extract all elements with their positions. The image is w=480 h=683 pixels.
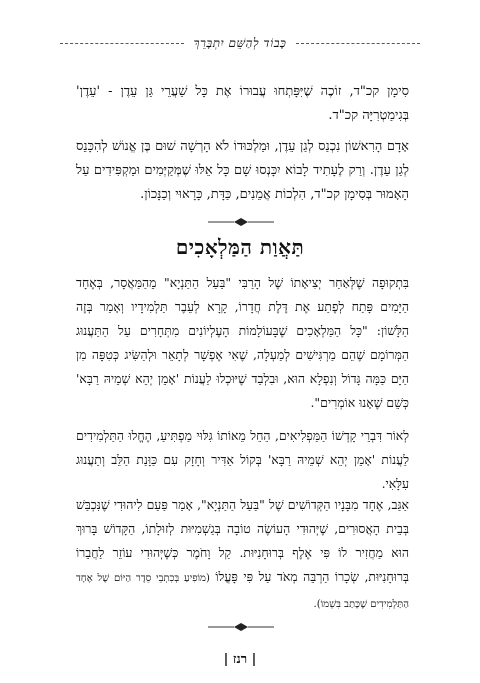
header-rule-right xyxy=(60,43,184,44)
section-paragraph-1: בִּתְקוּפָה שֶׁלְּאַחַר יְצִיאָתוֹ שֶׁל הָרַבִּי "בַּעַל הַתַּנְיָא" מֵהַמַּאֲסָר, בְּאֶחָד הַיָּמִים פָּתַח לְפֶתַע אֶת דֶּלֶת חֲדָרוֹ, קָרָא לְעֵבֶר תַּלְמִידָיו וְאָמַר בְּזֶה הַלָּשׁוֹן: "כָּל הַמַּלְאָכִים שֶׁבָּעוֹלָמוֹת הָעֶלְיוֹנִים מִתְּחָרִים עַל הַתַּעֲנוּג הַמְּרוֹמָם שֶׁהֵם מַרְגִּישִׁים לְמַעְלָה, שֶׁאִי אֶפְשָׁר לְתָאֵר וּלְהַשִּׂיג כְּטִפָּה מִן הַיָּם כַּמָּה גָּדוֹל וְנִפְלָא הוּא, וּבִלְבַד שֶׁיּוּכְלוּ לַעֲנוֹת 'אָמֵן יְהֵא שְׁמֵיהּ רַבָּא' כְּשֵׁם שֶׁאָנוּ אוֹמְרִים". xyxy=(76,275,409,410)
page-number: | רנז | xyxy=(223,652,257,667)
section-paragraph-3-text: אַגַּב, אֶחָד מִבָּנָיו הַקְּדוֹשִׁים שֶׁל "בַּעַל הַתַּנְיָא", אָמַר פַּעַם לִיהוּדִי שֶׁנִּכְבַּשׁ בְּבֵית הָאֲסוּרִים, שֶׁיְּהוּדִי הָעוֹשֶׂה טוֹבָה בְּגַשְׁמִיּוּת לְזוּלָתוֹ, הַקָּדוֹשׁ בָּרוּךְ הוּא מַחֲזִיר לוֹ פִּי אֶלֶף בְּרוּחָנִיּוּת. קַל וָחֹמֶר כְּשֶׁיְּהוּדִי עוֹזֵר לַחֲבֵרוֹ בְּרוּחָנִיּוּת, שְׂכָרוֹ הַרְבֵּה מְאֹד עַל פִּי פָּעֳלוֹ xyxy=(76,497,409,584)
source-note: (מוֹפִיעַ בְּכִתְבֵי סֵדֶר הַיּוֹם שֶׁל אֶחָד הַתַּלְמִידִים שֶׁכָּתַב בִּשְׁמוֹ). xyxy=(76,573,409,610)
running-header xyxy=(60,33,420,53)
section-paragraph-3 xyxy=(76,493,409,617)
ornament-divider-top xyxy=(208,217,274,227)
ornament-divider-bottom xyxy=(208,622,274,632)
header-rule-left xyxy=(296,43,420,44)
intro-paragraph-1: סִימָן קכ"ד, זוֹכֶה שֶׁיִּפָּתְחוּ עֲבוּרוֹ אֶת כָּל שַׁעֲרֵי גַּן עֵדֶן - 'עֵדֶן' בְּגִימַטְרִיָּה קכ"ד. xyxy=(76,84,409,123)
section-title: תַּאֲוַת הַמַּלְאָכִים xyxy=(175,235,305,259)
running-header-title: כָּבוֹד לְהַשֵּׁם יִתְבָּרֵךְ xyxy=(193,35,287,50)
section-paragraph-2: לְאוֹר דִּבְרֵי קָדְשׁוֹ הַמַּפְלִיאִים, הֵחֵל מֵאוֹתוֹ גִּלּוּי מַפְתִּיעַ, הֶחֱלוּ הַתַּלְמִידִים לַעֲנוֹת 'אָמֵן יְהֵא שְׁמֵיהּ רַבָּא' בְּקוֹל אַדִּיר וְחָזָק עִם כַּוָּנַת הַלֵּב וְתַעֲנוּג עִלָּאִי. xyxy=(76,428,409,491)
intro-paragraph-2: אָדָם הָרִאשׁוֹן נִכְנַס לְגַן עֵדֶן, וּמַלְכּוּדוֹ לֹא הָרְשָׁה שׁוּם בֶּן אֱנוֹשׁ לְהִכָּנֵס לְגַן עֵדֶן. וְרַק לֶעָתִיד לָבוֹא יִכָּנְסוּ שָׁם כָּל אֵלּוּ שֶׁמְּקַיְּמִים וּמַקְפִּידִים עַל הָאָמוּר בְּסִימָן קכ"ד, הִלְכוֹת אֲמֵנִים, כַּדָּת, כָּרָאוּי וְכַנָּכוֹן. xyxy=(76,139,409,202)
